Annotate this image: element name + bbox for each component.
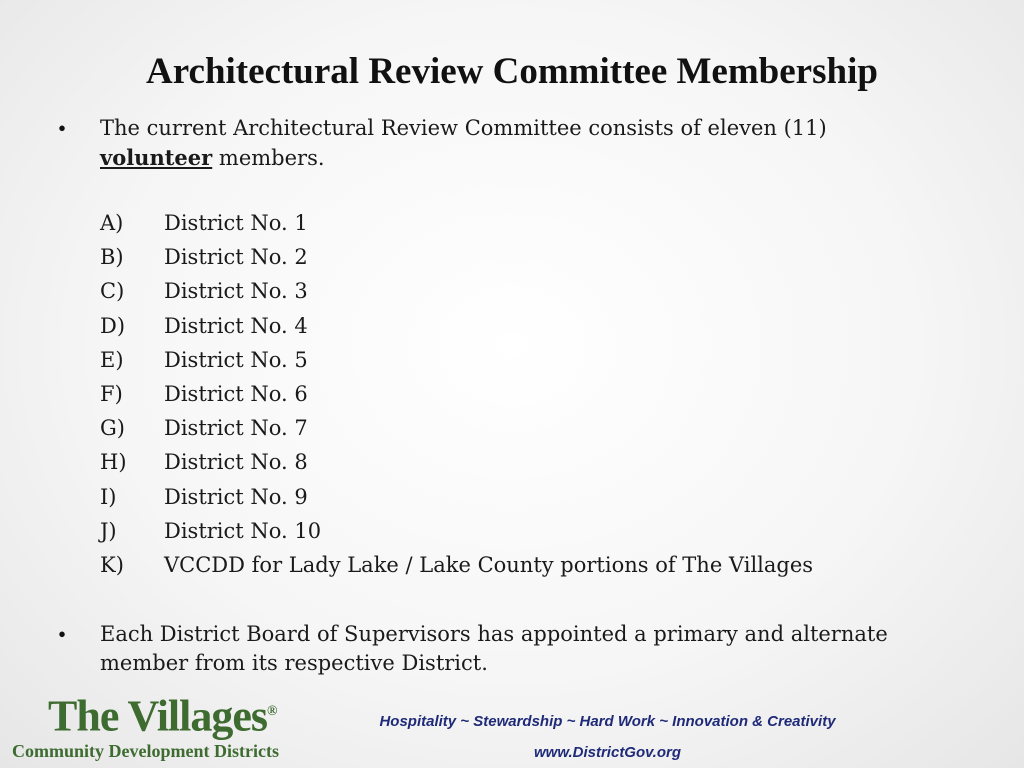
member-text: VCCDD for Lady Lake / Lake County portions of The Villages xyxy=(164,552,814,577)
bullet-marker: • xyxy=(58,622,67,647)
villages-logo xyxy=(12,690,279,762)
member-text: District No. 9 xyxy=(164,484,308,509)
member-item xyxy=(100,377,813,411)
logo-main xyxy=(12,690,279,739)
member-item xyxy=(100,411,813,445)
intro-text: The current Architectural Review Committee consists of eleven (11) xyxy=(100,116,827,140)
member-text: District No. 3 xyxy=(164,279,308,304)
bullet-marker: • xyxy=(58,116,67,141)
member-label: J) xyxy=(100,518,117,543)
member-item xyxy=(100,206,813,240)
logo-main-text: The Villages xyxy=(48,691,268,741)
closing-paragraph: Each District Board of Supervisors has appointed a primary and alternate member from its respective District. xyxy=(100,622,888,675)
member-text: District No. 5 xyxy=(164,347,308,372)
member-item xyxy=(100,274,813,308)
member-text: District No. 8 xyxy=(164,450,308,475)
intro-text-end: members. xyxy=(218,146,325,170)
member-item xyxy=(100,309,813,343)
member-label: K) xyxy=(100,552,124,577)
member-label: I) xyxy=(100,484,117,509)
member-text: District No. 1 xyxy=(164,211,308,236)
logo-subtitle: Community Development Districts xyxy=(12,740,279,761)
footer-tagline: Hospitality ~ Stewardship ~ Hard Work ~ Innovation & Creativity xyxy=(379,713,836,730)
member-item xyxy=(100,445,813,479)
member-label: D) xyxy=(100,313,126,338)
slide-title: Architectural Review Committee Membership xyxy=(146,51,878,92)
member-text: District No. 2 xyxy=(164,245,308,270)
member-list xyxy=(100,206,813,582)
member-item xyxy=(100,480,813,514)
member-label: H) xyxy=(100,450,127,475)
member-item xyxy=(100,548,813,582)
member-text: District No. 7 xyxy=(164,416,308,441)
member-label: G) xyxy=(100,416,125,441)
volunteer-emphasis: volunteer xyxy=(100,145,213,170)
registered-mark: ® xyxy=(267,704,277,719)
member-item xyxy=(100,240,813,274)
member-label: E) xyxy=(100,347,124,372)
member-item xyxy=(100,343,813,377)
member-label: A) xyxy=(100,211,124,236)
member-text: District No. 6 xyxy=(164,382,308,407)
footer-website: www.DistrictGov.org xyxy=(534,744,681,761)
member-label: B) xyxy=(100,245,124,270)
member-text: District No. 10 xyxy=(164,518,322,543)
intro-paragraph xyxy=(100,114,960,173)
member-label: F) xyxy=(100,382,123,407)
member-label: C) xyxy=(100,279,125,304)
member-text: District No. 4 xyxy=(164,313,308,338)
member-item xyxy=(100,514,813,548)
